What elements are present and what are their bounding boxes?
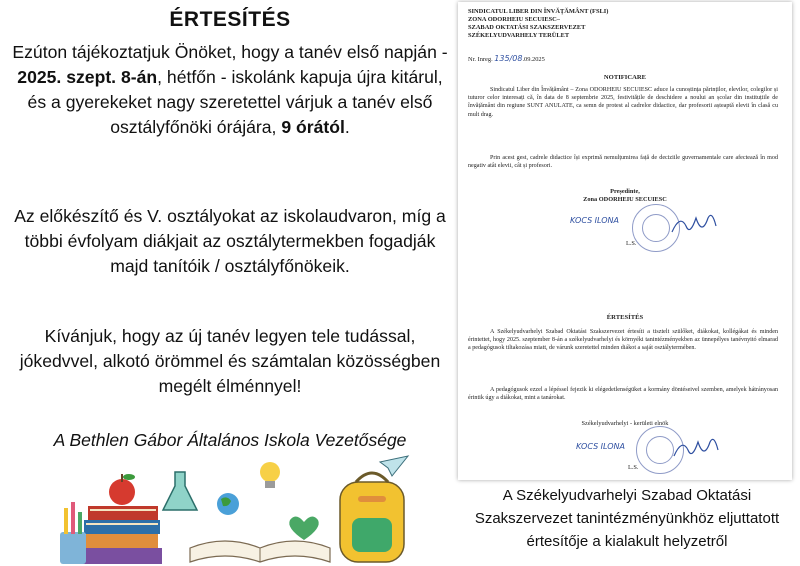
handwritten-registration-number: 135/08 <box>494 54 523 63</box>
school-supplies-illustration <box>40 452 450 566</box>
ls-mark-2: L.S. <box>628 464 639 471</box>
announcement-paragraph-2: Az előkészítő és V. osztályokat az iskolaudvaron, míg a többi évfolyam diákjait az osztálytermekben fogadják majd tanítóik / osztályfőnökeik. <box>14 206 446 276</box>
document-header: SINDICATUL LIBER DIN ÎNVĂȚĂMÂNT (FSLI) ZONA ODORHEIU SECUIESC– SZABAD OKTATÁSI SZAKSZERVEZET SZÉKELYUDVARHELY TERÜLET <box>468 8 609 39</box>
books-stack-icon <box>82 506 162 564</box>
handwritten-name-1: KOCS ILONA <box>570 216 620 225</box>
hungarian-paragraph-2: A pedagógusok ezzel a lépéssel fejezik ki elégedetlenségüket a kormány döntéseivel szemben, amelyek hátrányosan érintik úgy a diákokat, mint a tanárokat. <box>468 387 778 402</box>
announcement-paragraph-3: Kívánjuk, hogy az új tanév legyen tele tudással, jókedvvel, alkotó örömmel és számtalan közösségben megélt élménnyel! <box>19 326 441 396</box>
signature-2 <box>670 436 720 466</box>
first-day-date: 2025. szept. 8-án <box>17 67 158 87</box>
start-time: 9 órától <box>281 117 345 137</box>
notificare-title: NOTIFICARE <box>603 74 647 81</box>
school-leadership-signature: A Bethlen Gábor Általános Iskola Vezetősége <box>53 430 407 450</box>
document-caption: A Székelyudvarhelyi Szabad Oktatási Szakszervezet tanintézményünkhöz eljuttatott értesítője a kialakult helyzetről <box>474 487 780 550</box>
signature-1 <box>668 212 718 242</box>
hungarian-paragraph-1: A Székelyudvarhelyi Szabad Oktatási Szakszervezet értesíti a tisztelt szülőket, diákokat, kollégákat és minden érintettet, hogy 2025. szeptember 8-án a székelyudvarhelyi és környéki tanintézményekben az ünnepélyes tanévnyitó elmarad a pedagógusok tiltakozása miatt, de várunk szeretettel minden diákot a saját osztálytermében. <box>468 329 778 352</box>
announcement-paragraph-1: Ezúton tájékoztatjuk Önöket, hogy a tanév első napján - 2025. szept. 8-án, hétfőn - iskolánk kapuja újra kitárul, és a gyerekeket nagy szeretettel várjuk a tanév első osztályfőnöki órájára, 9 órától. <box>12 42 448 137</box>
registration-number: Nr. Inreg. 135/08.09.2025 <box>468 54 545 63</box>
hungarian-title: ÉRTESÍTÉS <box>606 314 644 321</box>
hungarian-signer-role: Székelyudvarhelyi - kerületi elnök <box>581 420 669 427</box>
open-book-icon <box>190 541 330 562</box>
paper-plane-icon <box>380 456 408 476</box>
heart-icon <box>289 516 318 540</box>
announcement-title: ÉRTESÍTÉS <box>169 8 291 31</box>
handwritten-name-2: KOCS ILONA <box>576 442 626 451</box>
pencil-cup-icon <box>60 502 86 564</box>
globe-icon <box>217 493 239 515</box>
romanian-paragraph-1: Sindicatul Liber din Învățământ – Zona ODORHEIU SECUIESC aduce la cunoștința părinților, elevilor, colegilor și tuturor celor interesați că, în data de 8 septembrie 2025, festivitățile de deschidere a noului an școlar din instituțiile de învățământ din regiune SUNT ANULATE, ca semn de protest al cadrelor didactice, dar profesorii așteaptă elevii în clasă cu mult drag. <box>468 87 778 118</box>
romanian-paragraph-2: Prin acest gest, cadrele didactice își exprimă nemulțumirea față de deciziile guvernamentale care afectează în mod negativ atât elevii, cât și profesori. <box>468 155 778 170</box>
apple-icon <box>109 474 135 505</box>
backpack-icon <box>340 473 404 562</box>
union-notification-document <box>458 2 792 480</box>
ls-mark-1: L.S. <box>626 240 637 247</box>
light-bulb-icon <box>260 462 280 488</box>
romanian-signer-block: Președinte, Zona ODORHEIU SECUIESC <box>583 188 667 203</box>
flask-icon <box>163 472 197 510</box>
